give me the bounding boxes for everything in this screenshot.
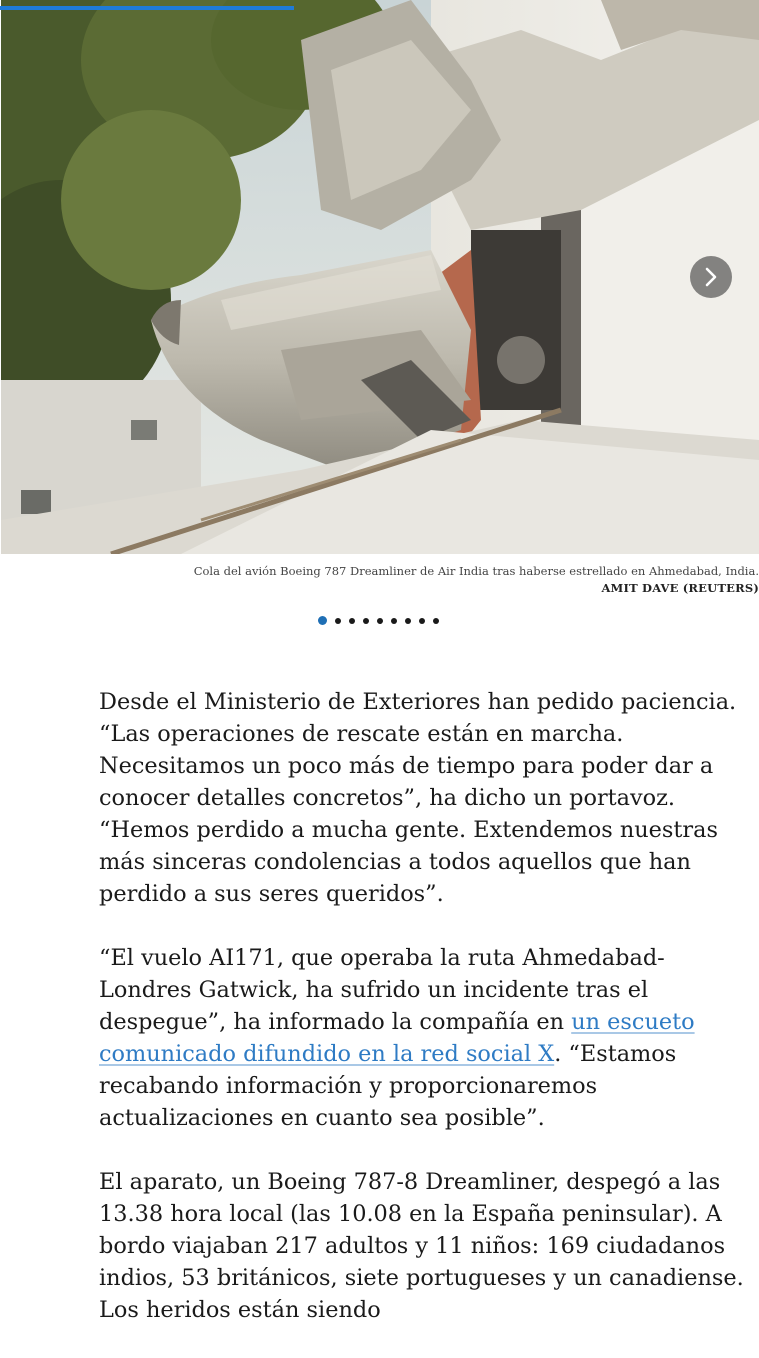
social-x-link[interactable]: un escueto comunicado difundido en la red social X <box>99 1009 695 1067</box>
article-paragraph <box>99 942 755 1134</box>
gallery-dot[interactable] <box>377 618 383 624</box>
paragraph-text: . “Estamos recabando información y proporcionaremos actualizaciones en cuanto sea posible”. <box>99 1041 677 1131</box>
gallery-next-button[interactable] <box>690 256 732 298</box>
aircraft-tail-photo <box>1 0 759 554</box>
gallery-progress-bar <box>0 0 759 10</box>
caption-text: Cola del avión Boeing 787 Dreamliner de Air India tras haberse estrellado en Ahmedabad, India. <box>193 564 759 578</box>
gallery-dot[interactable] <box>335 618 341 624</box>
photo-credit: AMIT DAVE (REUTERS) <box>601 581 759 595</box>
gallery-dot[interactable] <box>349 618 355 624</box>
article-paragraph: El aparato, un Boeing 787-8 Dreamliner, despegó a las 13.38 hora local (las 10.08 en la España peninsular). A bordo viajaban 217 adultos y 11 niños: 169 ciudadanos indios, 53 británicos, siete portugueses y un canadiense. Los heridos están siendo <box>99 1169 744 1323</box>
paragraph-text: “El vuelo AI171, que operaba la ruta Ahmedabad-Londres Gatwick, ha sufrido un incidente tras el despegue”, ha informado la compañía en <box>99 945 665 1035</box>
article-paragraph: Desde el Ministerio de Exteriores han pedido paciencia. “Las operaciones de rescate están en marcha. Necesitamos un poco más de tiempo para poder dar a conocer detalles concretos”, ha dicho un portavoz. “Hemos perdido a mucha gente. Extendemos nuestras más sinceras condolencias a todos aquellos que han perdido a sus seres queridos”. <box>99 689 737 907</box>
chevron-right-icon <box>703 267 719 287</box>
gallery-dot[interactable] <box>405 618 411 624</box>
gallery-progress-fill <box>0 6 294 10</box>
gallery-dot[interactable] <box>419 618 425 624</box>
gallery-dot[interactable] <box>433 618 439 624</box>
gallery-pagination <box>0 615 759 625</box>
article-body <box>99 686 755 1358</box>
gallery-dot[interactable] <box>391 618 397 624</box>
gallery-photo[interactable] <box>1 0 759 554</box>
gallery-dot[interactable] <box>363 618 369 624</box>
photo-caption <box>59 563 759 597</box>
gallery-dot[interactable] <box>318 616 327 625</box>
